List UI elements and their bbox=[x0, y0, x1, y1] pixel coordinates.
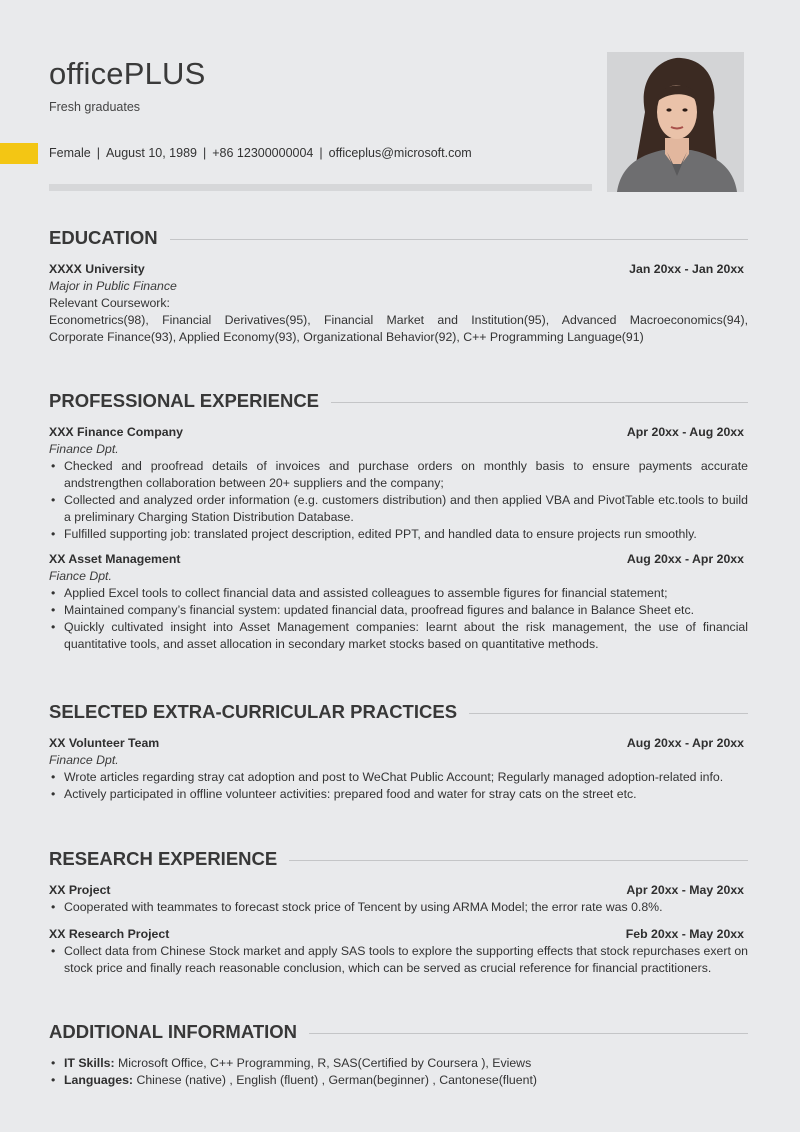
bullet-item bbox=[49, 1072, 748, 1089]
bullet-item: • Maintained company’s financial system: updated financial data, proofread figures and balance in Balance Sheet etc. bbox=[49, 602, 748, 619]
bullet-item: • Applied Excel tools to collect financial data and assisted colleagues to assemble figures for financial statement; bbox=[49, 585, 748, 602]
organization-name: XX Volunteer Team bbox=[49, 736, 160, 750]
project-name: XX Research Project bbox=[49, 927, 170, 941]
education-section bbox=[49, 225, 748, 346]
additional-entry bbox=[49, 1055, 748, 1089]
contact-separator: | bbox=[96, 146, 100, 160]
contact-separator: | bbox=[202, 146, 207, 160]
section-rule bbox=[469, 713, 748, 714]
coursework-label: Relevant Coursework: bbox=[49, 296, 170, 310]
section-title: RESEARCH EXPERIENCE bbox=[49, 848, 278, 869]
coursework-line: Econometrics(98), Financial Derivatives(95), Financial Market and Institution(95), Advanced Macroeconomics(94), bbox=[49, 313, 748, 327]
bullet-item: • Collect data from Chinese Stock market and apply SAS tools to explore the supporting effects that stock repurchases exert on stock price and finally reach reasonable conclusion, which can be served as crucial reference for financial practitioners. bbox=[49, 943, 748, 977]
profile-photo bbox=[607, 52, 744, 192]
activity-entry bbox=[49, 735, 748, 803]
section-rule bbox=[331, 402, 748, 403]
project-dates: Apr 20xx - May 20xx bbox=[626, 883, 744, 897]
education-dates: Jan 20xx - Jan 20xx bbox=[629, 262, 744, 276]
education-entry bbox=[49, 261, 748, 346]
bullet-item: • Wrote articles regarding stray cat adoption and post to WeChat Public Account; Regularly managed adoption-related info. bbox=[49, 769, 748, 786]
bullet-item: • Checked and proofread details of invoices and purchase orders on monthly basis to ensure payments accurate andstrengthen collaboration between 20+ suppliers and the company; bbox=[49, 458, 748, 492]
research-section bbox=[49, 846, 748, 977]
bullet-item: • Cooperated with teammates to forecast stock price of Tencent by using ARMA Model; the error rate was 0.8%. bbox=[49, 899, 748, 916]
company-name: XX Asset Management bbox=[49, 552, 181, 566]
contact-gender: Female bbox=[49, 146, 91, 160]
coursework-line: Corporate Finance(93), Applied Economy(93), Organizational Behavior(92), C++ Programming Language(91) bbox=[49, 330, 644, 344]
contact-birthdate: August 10, 1989 bbox=[105, 146, 197, 160]
item-label: IT Skills: bbox=[64, 1056, 115, 1070]
section-title: SELECTED EXTRA-CURRICULAR PRACTICES bbox=[49, 701, 458, 722]
item-label: Languages: bbox=[64, 1073, 134, 1087]
company-name: XXX Finance Company bbox=[49, 425, 183, 439]
contact-phone: +86 12300000004 bbox=[212, 146, 314, 160]
bullet-item: • Collected and analyzed order information (e.g. customers distribution) and then applied VBA and PivotTable etc.tools to build a preliminary Charging Station Distribution Database. bbox=[49, 492, 748, 526]
school-name: XXXX University bbox=[49, 262, 145, 276]
portrait-illustration bbox=[607, 52, 744, 192]
contact-line bbox=[49, 146, 472, 160]
major: Major in Public Finance bbox=[49, 279, 177, 293]
item-value: Microsoft Office, C++ Programming, R, SAS(Certified by Coursera ), Eviews bbox=[118, 1056, 532, 1070]
job-entry bbox=[49, 551, 748, 653]
candidate-subtitle: Fresh graduates bbox=[49, 100, 141, 114]
bullet-item: • Actively participated in offline volunteer activities: prepared food and water for stray cats on the street etc. bbox=[49, 786, 748, 803]
section-title: ADDITIONAL INFORMATION bbox=[49, 1021, 298, 1042]
contact-separator: | bbox=[319, 146, 323, 160]
section-rule bbox=[170, 239, 748, 240]
bullet-item bbox=[49, 1055, 748, 1072]
candidate-name: officePLUS bbox=[49, 56, 206, 91]
header-divider bbox=[49, 184, 592, 191]
job-dates: Apr 20xx - Aug 20xx bbox=[626, 425, 744, 439]
section-title: PROFESSIONAL EXPERIENCE bbox=[49, 390, 320, 411]
item-value: Chinese (native) , English (fluent) , German(beginner) , Cantonese(fluent) bbox=[136, 1073, 537, 1087]
contact-email: officeplus@microsoft.com bbox=[328, 146, 472, 160]
project-dates: Feb 20xx - May 20xx bbox=[625, 927, 744, 941]
section-rule bbox=[289, 860, 748, 861]
job-entry bbox=[49, 424, 748, 543]
experience-section bbox=[49, 388, 748, 653]
project-name: XX Project bbox=[49, 883, 111, 897]
extracurricular-section bbox=[49, 699, 748, 803]
accent-bar bbox=[0, 143, 38, 164]
section-rule bbox=[309, 1033, 748, 1034]
additional-section bbox=[49, 1019, 748, 1089]
project-entry bbox=[49, 882, 748, 916]
department: Finance Dpt. bbox=[49, 753, 119, 767]
bullet-item: • Fulfilled supporting job: translated project description, edited PPT, and handled data to ensure projects run smoothly. bbox=[49, 526, 748, 543]
activity-dates: Aug 20xx - Apr 20xx bbox=[626, 736, 744, 750]
section-title: EDUCATION bbox=[49, 227, 158, 248]
job-dates: Aug 20xx - Apr 20xx bbox=[626, 552, 744, 566]
bullet-item: • Quickly cultivated insight into Asset Management companies: learnt about the risk management, the use of financial quantitative tools, and asset allocation in secondary market stocks based on quantitative methods. bbox=[49, 619, 748, 653]
department: Fiance Dpt. bbox=[49, 569, 112, 583]
department: Finance Dpt. bbox=[49, 442, 119, 456]
project-entry bbox=[49, 926, 748, 977]
